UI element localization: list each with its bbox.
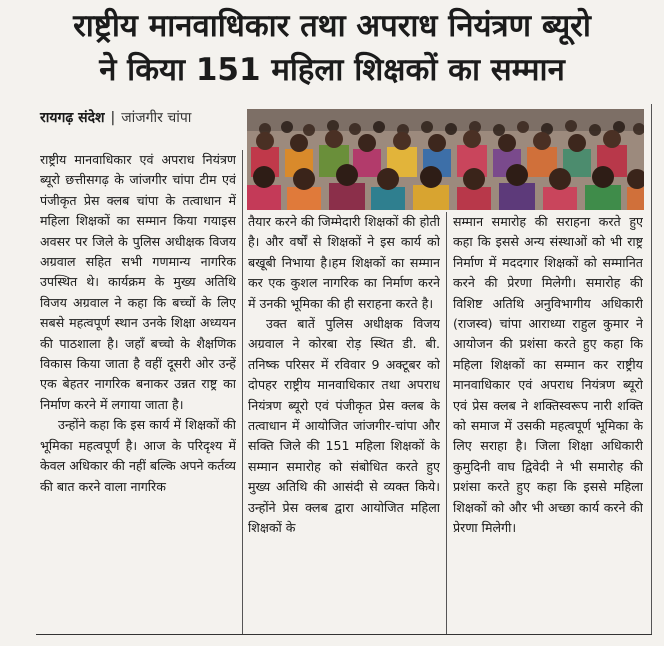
article-bottom-rule: [36, 634, 652, 635]
article-paragraph: उक्त बातें पुलिस अधीक्षक विजय अग्रवाल ने कोरबा रोड़ स्थित डी. बी. तनिष्क परिसर में रविवार 9 अक्टूबर को दोपहर राष्ट्रीय मानवाधिकार तथा अपराध नियंत्रण ब्यूरो एवं पंजीकृत प्रेस क्लब के तत्वाधान में आयोजित जांजगीर-चांपा और सक्ति जिले की 151 महिला शिक्षकों के सम्मान समारोह को संबोधित करते हुए मुख्य अतिथि की आसंदी से व्यक्त किये। उन्होंने प्रेस क्लब द्वारा आयोजित महिला शिक्षकों के: [248, 316, 440, 536]
byline-source: रायगढ़ संदेश: [40, 110, 105, 126]
headline: [0, 4, 664, 92]
byline: [40, 108, 191, 127]
headline-line-2: ने किया 151 महिला शिक्षकों का सम्मान: [99, 52, 565, 88]
frame-right-edge: [651, 104, 652, 634]
audience-photo: [247, 109, 644, 210]
byline-separator: |: [110, 110, 116, 126]
byline-location: जांजगीर चांपा: [121, 110, 192, 126]
column-divider: [242, 150, 243, 634]
article-paragraph: उन्होंने कहा कि इस कार्य में शिक्षकों की भूमिका महत्वपूर्ण है। आज के परिदृश्य में केवल अधिकार की नहीं बल्कि अपने कर्तव्य की बात करने वाला नागरिक: [40, 417, 236, 494]
article-paragraph: सम्मान समारोह की सराहना करते हुए कहा कि इससे अन्य संस्थाओं को भी राष्ट्र निर्माण में मददगार शिक्षकों को सम्मानित करने की प्रेरणा मिलेगी। समारोह की विशिष्ट अतिथि अनुविभागीय अधिकारी (राजस्व) चांपा आराध्या राहुल कुमार ने आयोजन की प्रशंसा करते हुए कहा कि महिला शिक्षकों का सम्मान कर राष्ट्रीय मानवाधिकार एवं अपराध नियंत्रण ब्यूरो एवं प्रेस क्लब ने शक्तिस्वरूप नारी शक्ति को समाज में उसकी महत्वपूर्ण भूमिका के लिए सराहा है। जिला शिक्षा अधिकारी कुमुदिनी वाघ द्विवेदी ने भी समारोह की प्रशंसा करते हुए कहा कि इससे महिला शिक्षकों को और भी अच्छा कार्य करने की प्रेरणा मिलेगी।: [453, 214, 643, 536]
headline-line-1: राष्ट्रीय मानवाधिकार तथा अपराध नियंत्रण ब्यूरो: [73, 8, 591, 44]
article-paragraph: राष्ट्रीय मानवाधिकार एवं अपराध नियंत्रण ब्यूरो छत्तीसगढ़ के जांजगीर चांपा टीम एवं पंजीकृत प्रेस क्लब चांपा के तत्वाधान में महिला शिक्षकों का सम्मान किया गयाइस अवसर पर जिले के पुलिस अधीक्षक विजय अग्रवाल सहित सभी गणमान्य नागरिक उपस्थित थे। कार्यक्रम के मुख्य अतिथि विजय अग्रवाल ने कहा कि बच्चों के लिए सबसे महत्वपूर्ण स्थान उनके शिक्षा अध्ययन की पाठशाला है। जहाँ बच्चो के शैक्षणिक विकास किया जाता है वहीं दूसरी ओर उन्हें एक बेहतर नागरिक बनाकर उन्नत राष्ट्र का निर्माण करने में लगाया जाता है।: [40, 152, 236, 412]
article-column-2: [248, 212, 440, 630]
article-column-1: [40, 150, 236, 630]
article-column-3: [453, 212, 643, 630]
column-divider: [446, 212, 447, 634]
article-paragraph: तैयार करने की जिम्मेदारी शिक्षकों की होती है। और वर्षों से शिक्षकों ने इस कार्य को बखूबी निभाया है।हम शिक्षकों का सम्मान कर एक कुशल नागरिक का निर्माण करने में उनकी भूमिका की ही सराहना करते है।: [248, 214, 440, 311]
audience-photo-icon: [247, 109, 644, 210]
